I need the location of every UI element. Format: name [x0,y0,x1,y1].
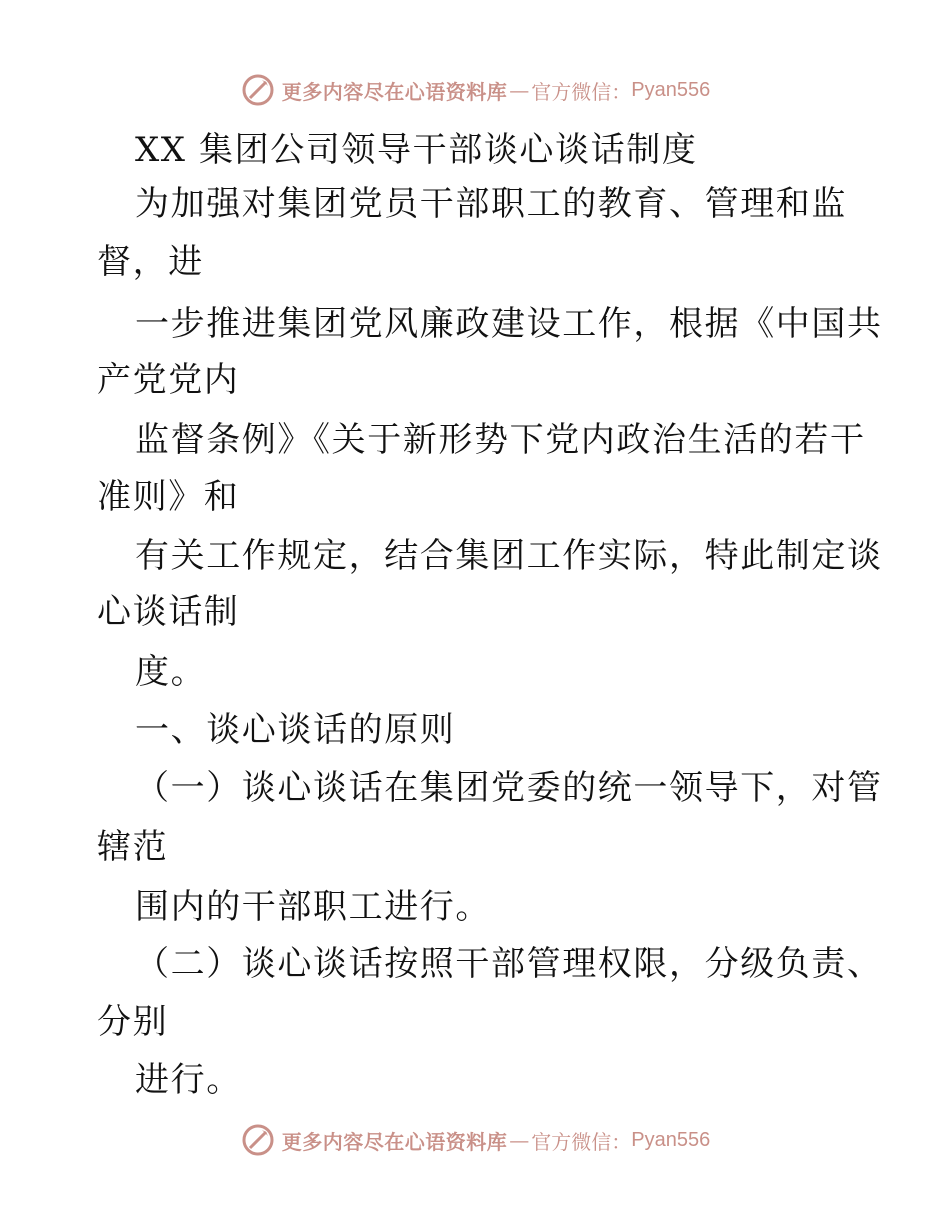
banner-separator: — [509,1128,530,1152]
header-watermark-banner [0,70,950,110]
pen-logo-icon [240,1122,276,1158]
promo-text: 更多内容尽在心语资料库 [281,1129,508,1154]
paragraph-line: 辖范 [97,827,169,867]
paragraph-line: 为加强对集团党员干部职工的教育、管理和监 [135,184,847,224]
paragraph-line: （一）谈心谈话在集团党委的统一领导下，对管 [135,768,883,808]
paragraph-line: 准则》和 [97,477,240,517]
pen-logo-icon [240,72,276,108]
paragraph-line: 有关工作规定，结合集团工作实际，特此制定谈 [135,536,883,576]
banner-separator: — [509,78,530,102]
wechat-id: Pyan556 [631,78,711,101]
document-title: XX 集团公司领导干部谈心谈话制度 [135,130,698,170]
promo-text: 更多内容尽在心语资料库 [281,79,508,104]
paragraph-line: 一步推进集团党风廉政建设工作，根据《中国共 [135,304,883,344]
paragraph-line: 心谈话制 [97,592,240,632]
paragraph-line: （二）谈心谈话按照干部管理权限，分级负责、 [135,944,883,984]
paragraph-line: 分别 [97,1002,169,1042]
paragraph-line: 产党党内 [97,360,240,400]
wechat-id: Pyan556 [631,1128,711,1151]
paragraph-line: 监督条例》《关于新形势下党内政治生活的若干 [135,420,866,460]
wechat-label: 官方微信： [531,1129,632,1154]
wechat-label: 官方微信： [531,79,632,104]
footer-watermark-banner [0,1120,950,1160]
section-heading: 一、谈心谈话的原则 [135,710,456,750]
paragraph-line: 督，进 [97,242,204,282]
paragraph-line: 围内的干部职工进行。 [135,887,491,927]
paragraph-line: 度。 [135,652,207,692]
paragraph-line: 进行。 [135,1060,242,1100]
